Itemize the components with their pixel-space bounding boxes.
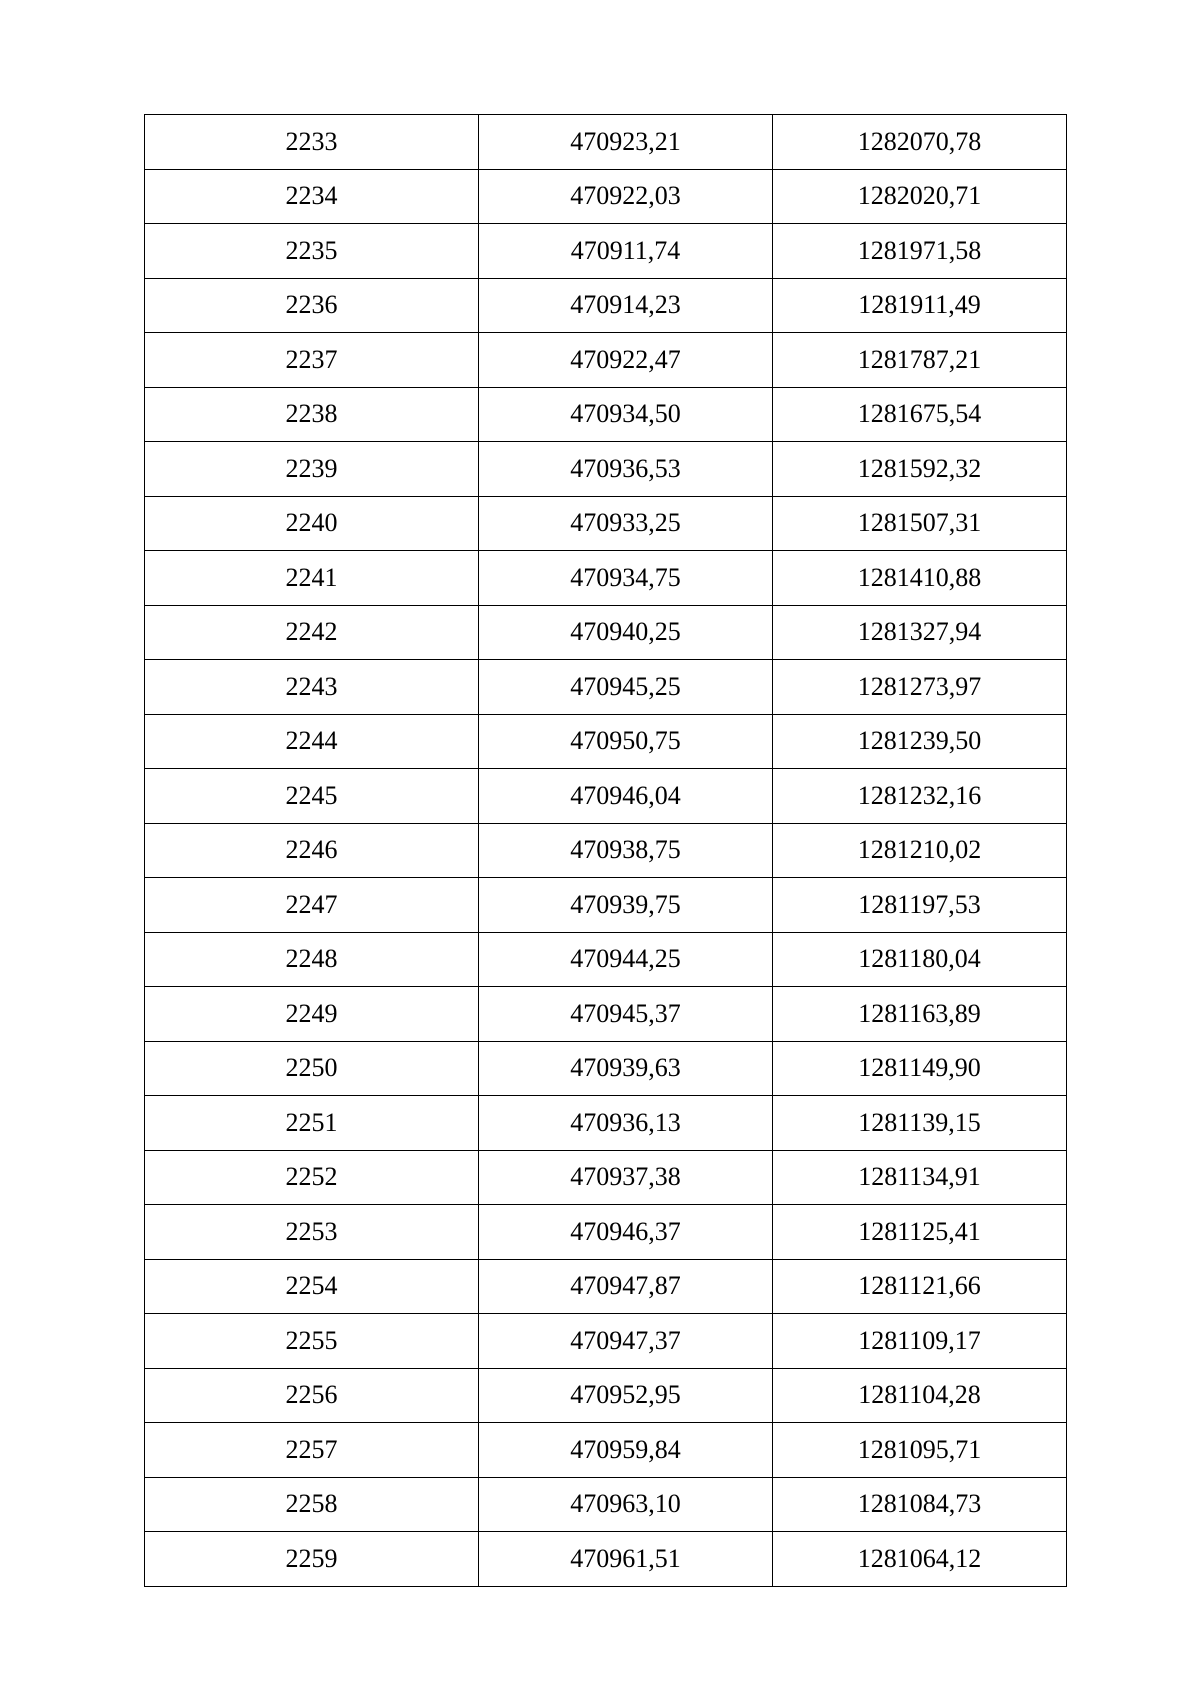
- point-number-cell: 2250: [145, 1041, 479, 1096]
- x-coordinate-cell: 470934,75: [479, 551, 773, 606]
- table-row: [145, 987, 1067, 1042]
- table-row: [145, 1096, 1067, 1151]
- table-row: [145, 714, 1067, 769]
- y-coordinate-cell: 1281095,71: [773, 1423, 1067, 1478]
- table-row: [145, 278, 1067, 333]
- point-number-cell: 2241: [145, 551, 479, 606]
- table-row: [145, 115, 1067, 170]
- table-row: [145, 1314, 1067, 1369]
- y-coordinate-cell: 1281210,02: [773, 823, 1067, 878]
- table-row: [145, 932, 1067, 987]
- point-number-cell: 2254: [145, 1259, 479, 1314]
- x-coordinate-cell: 470947,87: [479, 1259, 773, 1314]
- x-coordinate-cell: 470937,38: [479, 1150, 773, 1205]
- point-number-cell: 2251: [145, 1096, 479, 1151]
- x-coordinate-cell: 470939,63: [479, 1041, 773, 1096]
- x-coordinate-cell: 470939,75: [479, 878, 773, 933]
- x-coordinate-cell: 470934,50: [479, 387, 773, 442]
- table-row: [145, 333, 1067, 388]
- point-number-cell: 2240: [145, 496, 479, 551]
- x-coordinate-cell: 470952,95: [479, 1368, 773, 1423]
- coordinates-table: [144, 114, 1067, 1587]
- x-coordinate-cell: 470914,23: [479, 278, 773, 333]
- x-coordinate-cell: 470950,75: [479, 714, 773, 769]
- x-coordinate-cell: 470963,10: [479, 1477, 773, 1532]
- point-number-cell: 2242: [145, 605, 479, 660]
- y-coordinate-cell: 1281327,94: [773, 605, 1067, 660]
- point-number-cell: 2253: [145, 1205, 479, 1260]
- x-coordinate-cell: 470946,04: [479, 769, 773, 824]
- point-number-cell: 2243: [145, 660, 479, 715]
- y-coordinate-cell: 1281121,66: [773, 1259, 1067, 1314]
- point-number-cell: 2249: [145, 987, 479, 1042]
- x-coordinate-cell: 470944,25: [479, 932, 773, 987]
- y-coordinate-cell: 1281104,28: [773, 1368, 1067, 1423]
- x-coordinate-cell: 470945,25: [479, 660, 773, 715]
- coordinates-table-body: [145, 115, 1067, 1587]
- table-row: [145, 1041, 1067, 1096]
- x-coordinate-cell: 470946,37: [479, 1205, 773, 1260]
- x-coordinate-cell: 470940,25: [479, 605, 773, 660]
- point-number-cell: 2258: [145, 1477, 479, 1532]
- point-number-cell: 2237: [145, 333, 479, 388]
- point-number-cell: 2246: [145, 823, 479, 878]
- point-number-cell: 2233: [145, 115, 479, 170]
- table-row: [145, 1423, 1067, 1478]
- point-number-cell: 2257: [145, 1423, 479, 1478]
- point-number-cell: 2236: [145, 278, 479, 333]
- point-number-cell: 2248: [145, 932, 479, 987]
- x-coordinate-cell: 470945,37: [479, 987, 773, 1042]
- table-row: [145, 551, 1067, 606]
- y-coordinate-cell: 1281139,15: [773, 1096, 1067, 1151]
- y-coordinate-cell: 1281109,17: [773, 1314, 1067, 1369]
- table-row: [145, 169, 1067, 224]
- table-row: [145, 1532, 1067, 1587]
- point-number-cell: 2235: [145, 224, 479, 279]
- y-coordinate-cell: 1281507,31: [773, 496, 1067, 551]
- y-coordinate-cell: 1281787,21: [773, 333, 1067, 388]
- table-row: [145, 1150, 1067, 1205]
- x-coordinate-cell: 470959,84: [479, 1423, 773, 1478]
- point-number-cell: 2256: [145, 1368, 479, 1423]
- x-coordinate-cell: 470961,51: [479, 1532, 773, 1587]
- y-coordinate-cell: 1282020,71: [773, 169, 1067, 224]
- y-coordinate-cell: 1281163,89: [773, 987, 1067, 1042]
- table-row: [145, 823, 1067, 878]
- x-coordinate-cell: 470922,47: [479, 333, 773, 388]
- y-coordinate-cell: 1281064,12: [773, 1532, 1067, 1587]
- table-row: [145, 1259, 1067, 1314]
- table-row: [145, 224, 1067, 279]
- table-row: [145, 387, 1067, 442]
- point-number-cell: 2239: [145, 442, 479, 497]
- y-coordinate-cell: 1281273,97: [773, 660, 1067, 715]
- y-coordinate-cell: 1281592,32: [773, 442, 1067, 497]
- y-coordinate-cell: 1281134,91: [773, 1150, 1067, 1205]
- point-number-cell: 2234: [145, 169, 479, 224]
- y-coordinate-cell: 1281125,41: [773, 1205, 1067, 1260]
- y-coordinate-cell: 1281149,90: [773, 1041, 1067, 1096]
- y-coordinate-cell: 1281239,50: [773, 714, 1067, 769]
- table-row: [145, 660, 1067, 715]
- table-row: [145, 1477, 1067, 1532]
- y-coordinate-cell: 1282070,78: [773, 115, 1067, 170]
- y-coordinate-cell: 1281675,54: [773, 387, 1067, 442]
- table-row: [145, 605, 1067, 660]
- table-row: [145, 1205, 1067, 1260]
- x-coordinate-cell: 470947,37: [479, 1314, 773, 1369]
- x-coordinate-cell: 470936,53: [479, 442, 773, 497]
- point-number-cell: 2244: [145, 714, 479, 769]
- y-coordinate-cell: 1281232,16: [773, 769, 1067, 824]
- table-row: [145, 878, 1067, 933]
- point-number-cell: 2255: [145, 1314, 479, 1369]
- y-coordinate-cell: 1281197,53: [773, 878, 1067, 933]
- point-number-cell: 2252: [145, 1150, 479, 1205]
- y-coordinate-cell: 1281084,73: [773, 1477, 1067, 1532]
- x-coordinate-cell: 470922,03: [479, 169, 773, 224]
- y-coordinate-cell: 1281410,88: [773, 551, 1067, 606]
- table-row: [145, 442, 1067, 497]
- y-coordinate-cell: 1281971,58: [773, 224, 1067, 279]
- y-coordinate-cell: 1281911,49: [773, 278, 1067, 333]
- table-row: [145, 769, 1067, 824]
- table-row: [145, 1368, 1067, 1423]
- y-coordinate-cell: 1281180,04: [773, 932, 1067, 987]
- x-coordinate-cell: 470938,75: [479, 823, 773, 878]
- point-number-cell: 2238: [145, 387, 479, 442]
- point-number-cell: 2259: [145, 1532, 479, 1587]
- x-coordinate-cell: 470933,25: [479, 496, 773, 551]
- x-coordinate-cell: 470911,74: [479, 224, 773, 279]
- x-coordinate-cell: 470923,21: [479, 115, 773, 170]
- point-number-cell: 2245: [145, 769, 479, 824]
- point-number-cell: 2247: [145, 878, 479, 933]
- table-row: [145, 496, 1067, 551]
- x-coordinate-cell: 470936,13: [479, 1096, 773, 1151]
